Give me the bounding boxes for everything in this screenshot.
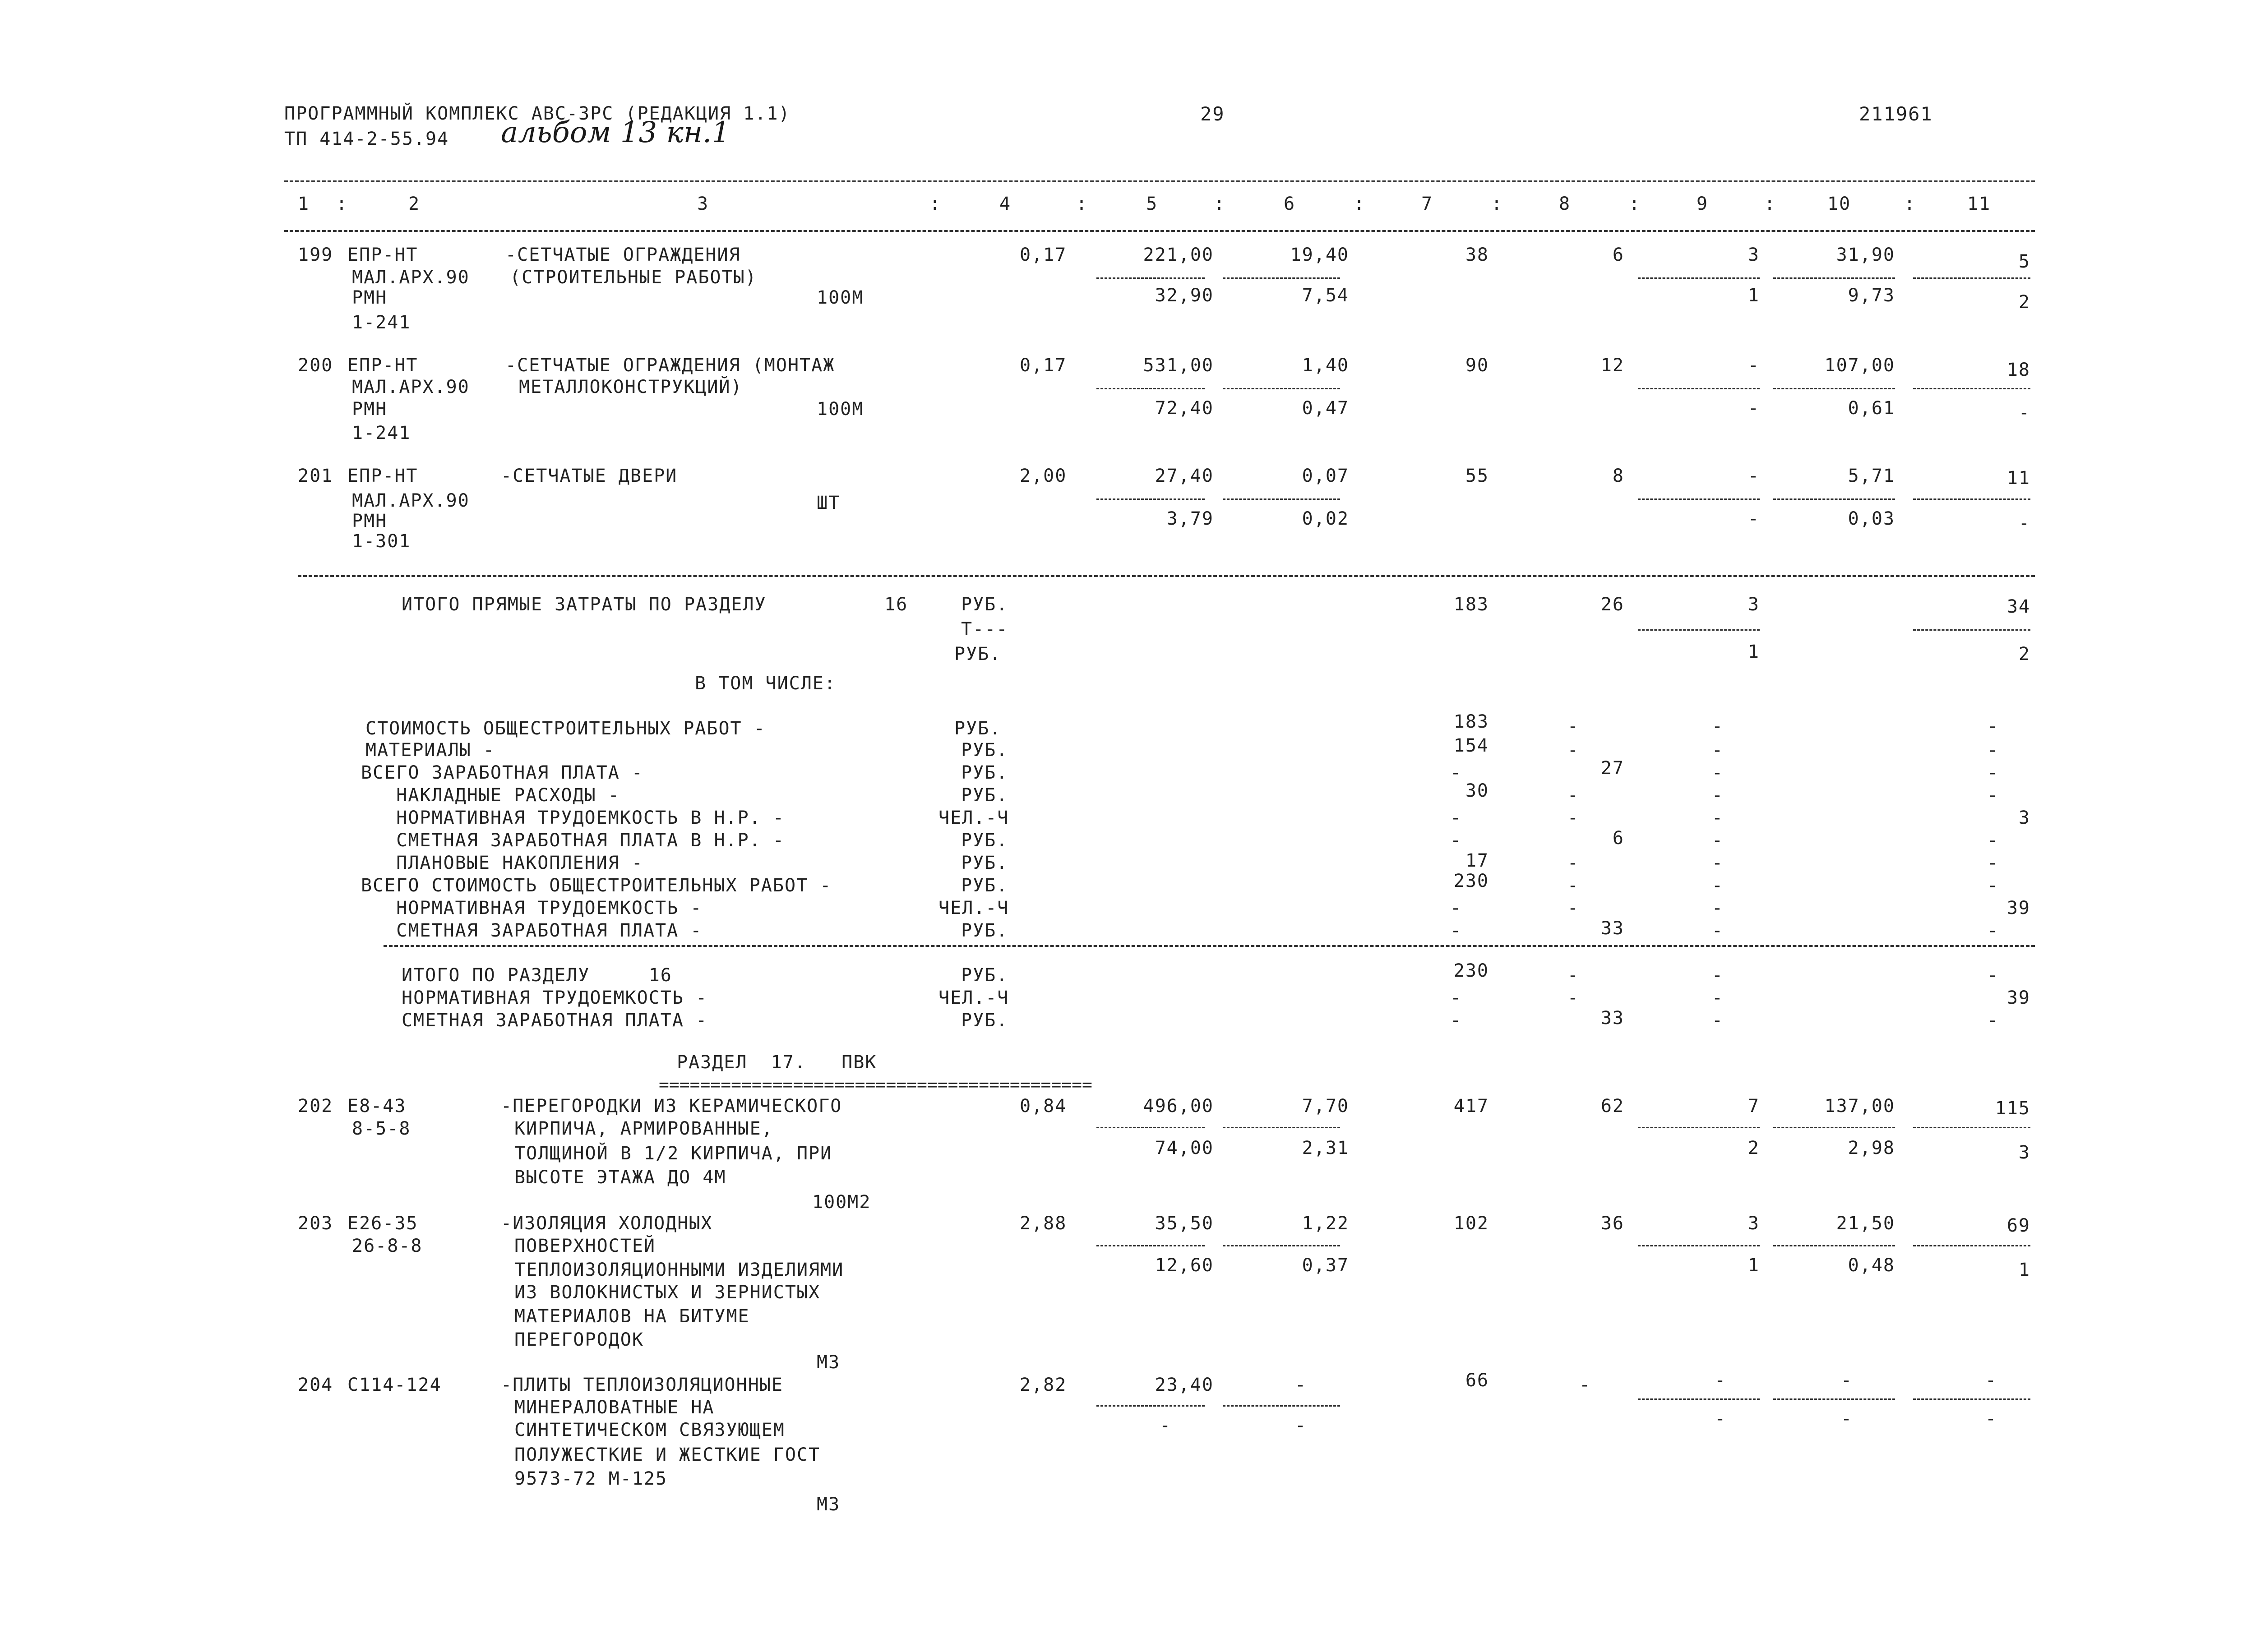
norm-code: ЕПР-НТ xyxy=(347,245,418,265)
labor-total: - xyxy=(1985,1370,1997,1391)
total-cost: 55 xyxy=(1465,466,1489,486)
section-heading: РАЗДЕЛ 17. ПВК xyxy=(677,1052,877,1073)
col-header-6: 6 xyxy=(1284,194,1296,214)
labor-norm: - xyxy=(1841,1370,1853,1391)
machine-wage: 7,54 xyxy=(1302,285,1349,306)
totals-unit: РУБ. xyxy=(961,594,1008,615)
list-item: НАКЛАДНЫЕ РАСХОДЫ - xyxy=(361,785,620,806)
col-header-9: 9 xyxy=(1697,194,1709,214)
list-item-unit: ЧЕЛ.-Ч xyxy=(938,898,1009,918)
work-description: ПОВЕРХНОСТЕЙ xyxy=(514,1236,656,1256)
quantity: 2,00 xyxy=(1020,466,1067,486)
page-number: 29 xyxy=(1200,103,1225,125)
list-item-unit: РУБ. xyxy=(961,762,1008,783)
work-description: СИНТЕТИЧЕСКОМ СВЯЗУЮЩЕМ xyxy=(514,1420,785,1440)
work-description: -ИЗОЛЯЦИЯ ХОЛОДНЫХ xyxy=(501,1213,713,1234)
list-item-unit: РУБ. xyxy=(961,965,1008,986)
totals-wage: 26 xyxy=(1600,594,1624,615)
work-description: 9573-72 М-125 xyxy=(514,1468,668,1489)
work-description: -СЕТЧАТЫЕ ОГРАЖДЕНИЯ xyxy=(505,245,741,265)
list-item: НОРМАТИВНАЯ ТРУДОЕМКОСТЬ - xyxy=(402,988,708,1008)
unit: ШТ xyxy=(817,493,841,513)
header-top-rule xyxy=(284,180,2035,182)
program-title: ПРОГРАММНЫЙ КОМПЛЕКС АВС-3РС (РЕДАКЦИЯ 1.1) xyxy=(284,103,791,124)
unit: М3 xyxy=(817,1494,841,1515)
labor-norm: 31,90 xyxy=(1836,245,1895,265)
labor-norm: 107,00 xyxy=(1824,355,1895,376)
labor-total: 18 xyxy=(2006,360,2030,380)
col-header-10: 10 xyxy=(1827,194,1851,214)
norm-code: 1-241 xyxy=(352,423,411,443)
col-header-1: 1 xyxy=(298,194,310,214)
machine-wage: 0,37 xyxy=(1302,1255,1349,1276)
unit-cost: 27,40 xyxy=(1155,466,1214,486)
unit-cost: 531,00 xyxy=(1143,355,1214,376)
machine-wage: - xyxy=(1295,1415,1307,1436)
row-number: 200 xyxy=(298,355,333,376)
project-code: ТП 414-2-55.94 xyxy=(284,129,449,149)
list-item: ПЛАНОВЫЕ НАКОПЛЕНИЯ - xyxy=(361,853,643,873)
work-description: КИРПИЧА, АРМИРОВАННЫЕ, xyxy=(514,1118,773,1139)
work-description: МАТЕРИАЛОВ НА БИТУМЕ xyxy=(514,1306,750,1327)
total-wage: 6 xyxy=(1612,245,1624,265)
list-item-unit: РУБ. xyxy=(954,718,1002,739)
total-wage: - xyxy=(1579,1375,1591,1395)
totals-label: ИТОГО ПРЯМЫЕ ЗАТРАТЫ ПО РАЗДЕЛУ xyxy=(402,594,767,615)
row-number: 202 xyxy=(298,1096,333,1117)
col-header-3: 3 xyxy=(697,194,709,214)
labor-total: 69 xyxy=(2006,1215,2030,1236)
list-item: СМЕТНАЯ ЗАРАБОТНАЯ ПЛАТА В Н.Р. - xyxy=(361,830,785,851)
work-description: ВЫСОТЕ ЭТАЖА ДО 4М xyxy=(514,1167,726,1188)
work-description: -ПЕРЕГОРОДКИ ИЗ КЕРАМИЧЕСКОГО xyxy=(501,1096,842,1117)
work-description: ТЕПЛОИЗОЛЯЦИОННЫМИ ИЗДЕЛИЯМИ xyxy=(514,1260,844,1280)
norm-code: 8-5-8 xyxy=(352,1118,411,1139)
total-machine: - xyxy=(1747,355,1760,376)
total-wage: 8 xyxy=(1612,466,1624,486)
total-cost: 417 xyxy=(1453,1096,1489,1117)
total-cost: 38 xyxy=(1465,245,1489,265)
list-item-unit: ЧЕЛ.-Ч xyxy=(938,808,1009,828)
total-wage: 36 xyxy=(1600,1213,1624,1234)
row-number: 204 xyxy=(298,1375,333,1395)
norm-code: ЕПР-НТ xyxy=(347,355,418,376)
norm-code: РМН xyxy=(352,287,388,308)
work-description: ТОЛЩИНОЙ В 1/2 КИРПИЧА, ПРИ xyxy=(514,1143,832,1164)
unit: 100М xyxy=(817,287,864,308)
totals-unit: РУБ. xyxy=(954,644,1002,664)
list-item: ИТОГО ПО РАЗДЕЛУ 16 xyxy=(402,965,672,986)
machine-wage: 0,47 xyxy=(1302,398,1349,419)
quantity: 0,17 xyxy=(1020,355,1067,376)
total-cost: 90 xyxy=(1465,355,1489,376)
col-header-2: 2 xyxy=(408,194,421,214)
work-description: МЕТАЛЛОКОНСТРУКЦИЙ) xyxy=(519,377,743,397)
unit-cost: 221,00 xyxy=(1143,245,1214,265)
list-item: СМЕТНАЯ ЗАРАБОТНАЯ ПЛАТА - xyxy=(361,920,703,941)
list-item: ВСЕГО ЗАРАБОТНАЯ ПЛАТА - xyxy=(361,762,643,783)
total-machine: - xyxy=(1747,466,1760,486)
norm-code: 1-301 xyxy=(352,531,411,552)
labor-total: 115 xyxy=(1995,1098,2030,1119)
including-heading: В ТОМ ЧИСЛЕ: xyxy=(695,673,836,694)
unit: 100М2 xyxy=(812,1192,871,1213)
unit-cost: 496,00 xyxy=(1143,1096,1214,1117)
machine-cost: 1,40 xyxy=(1302,355,1349,376)
row-number: 201 xyxy=(298,466,333,486)
header-bottom-rule xyxy=(284,230,2035,232)
unit-wage: - xyxy=(1160,1415,1172,1436)
machine-wage: 2,31 xyxy=(1302,1138,1349,1158)
col-header-7: 7 xyxy=(1421,194,1433,214)
machine-cost: 0,07 xyxy=(1302,466,1349,486)
document-number: 211961 xyxy=(1859,103,1933,125)
norm-code: МАЛ.АРХ.90 xyxy=(352,267,470,288)
list-item: СМЕТНАЯ ЗАРАБОТНАЯ ПЛАТА - xyxy=(402,1010,708,1031)
list-item: СТОИМОСТЬ ОБЩЕСТРОИТЕЛЬНЫХ РАБОТ - xyxy=(365,718,766,739)
labor-norm: 21,50 xyxy=(1836,1213,1895,1234)
total-wage: 12 xyxy=(1600,355,1624,376)
unit: 100М xyxy=(817,399,864,420)
norm-code: РМН xyxy=(352,511,388,531)
work-description: ПЕРЕГОРОДОК xyxy=(514,1329,644,1350)
quantity: 0,84 xyxy=(1020,1096,1067,1117)
list-item-unit: ЧЕЛ.-Ч xyxy=(938,988,1009,1008)
norm-code: Е8-43 xyxy=(347,1096,407,1117)
norm-code: Е26-35 xyxy=(347,1213,418,1234)
machine-wage: 0,02 xyxy=(1302,508,1349,529)
list-item: НОРМАТИВНАЯ ТРУДОЕМКОСТЬ В Н.Р. - xyxy=(361,808,785,828)
row-number: 199 xyxy=(298,245,333,265)
list-item: МАТЕРИАЛЫ - xyxy=(365,740,495,761)
total-wage: 62 xyxy=(1600,1096,1624,1117)
total-cost: 66 xyxy=(1465,1370,1489,1391)
work-description: МИНЕРАЛОВАТНЫЕ НА xyxy=(514,1397,715,1418)
total-cost: 102 xyxy=(1453,1213,1489,1234)
unit-wage: 3,79 xyxy=(1166,508,1214,529)
quantity: 2,82 xyxy=(1020,1375,1067,1395)
totals-cost: 183 xyxy=(1453,594,1489,615)
work-description: -ПЛИТЫ ТЕПЛОИЗОЛЯЦИОННЫЕ xyxy=(501,1375,783,1395)
norm-code: МАЛ.АРХ.90 xyxy=(352,377,470,397)
totals-section: 16 xyxy=(884,594,908,615)
work-description: ИЗ ВОЛОКНИСТЫХ И ЗЕРНИСТЫХ xyxy=(514,1282,821,1303)
machine-cost: 7,70 xyxy=(1302,1096,1349,1117)
unit-wage: 12,60 xyxy=(1155,1255,1214,1276)
list-item-unit: РУБ. xyxy=(961,875,1008,896)
col-header-8: 8 xyxy=(1559,194,1571,214)
total-machine: 7 xyxy=(1747,1096,1760,1117)
labor-total: 5 xyxy=(2018,251,2030,272)
list-item-unit: РУБ. xyxy=(961,853,1008,873)
total-machine: - xyxy=(1715,1370,1727,1391)
unit-cost: 35,50 xyxy=(1155,1213,1214,1234)
machine-cost: 19,40 xyxy=(1290,245,1349,265)
machine-cost: 1,22 xyxy=(1302,1213,1349,1234)
quantity: 2,88 xyxy=(1020,1213,1067,1234)
unit-wage: 72,40 xyxy=(1155,398,1214,419)
document-page: ПРОГРАММНЫЙ КОМПЛЕКС АВС-3РС (РЕДАКЦИЯ 1.1) ТП 414-2-55.94 альбом 13 кн.1 29 211961 1 2 3 4 5 6 7 8 9 10 11 : : : : : : : : : 199 ЕПР-НТ МАЛ.АРХ.90 РМН 1-241 -СЕТЧАТЫЕ ОГРАЖДЕНИЯ (СТРОИТЕЛЬНЫЕ РАБОТЫ) 100М 0,17 221,00 32,90 19,40 7,54 38 6 3 1 31,90 9,73 5 2 200 ЕПР-НТ МАЛ.АРХ.90 РМН 1-241 -СЕТЧАТЫЕ ОГРАЖДЕНИЯ (МОНТАЖ МЕТАЛЛОКОНСТРУКЦИЙ) 100М 0,17 531,00 72,40 1,40 0,47 90 12 - - 107,00 0,61 18 - 201 ЕПР-НТ МАЛ.АРХ.90 РМН 1-301 -СЕТЧАТЫЕ ДВЕРИ ШТ 2,00 27,40 3,79 0,07 0,02 55 8 - - 5,71 0,03 11 - ИТОГО ПРЯМЫЕ ЗАТРАТЫ ПО РАЗДЕЛУ 16 РУБ. Т--- РУБ. 183 26 3 1 34 2 В ТОМ ЧИСЛЕ: СТОИМОСТЬ ОБЩЕСТРОИТЕЛЬНЫХ РАБОТ - РУБ. 183 - - - МАТЕРИАЛЫ - РУБ. 154 - - - ВСЕГО ЗАРАБОТНАЯ ПЛАТА - РУБ. - 27 - - НАКЛАДНЫЕ РАСХОДЫ - РУБ. 30 - - - НОРМАТИВНАЯ ТРУДОЕМКОСТЬ В Н.Р. - ЧЕЛ.-Ч - - - 3 СМЕТНАЯ ЗАРАБОТНАЯ ПЛАТА В Н.Р. - РУБ. - 6 - - ПЛАНОВЫЕ НАКОПЛЕНИЯ - РУБ. 17 - - - ВСЕГО СТОИМОСТЬ ОБЩЕСТРОИТЕЛЬНЫХ РАБОТ - РУБ. 230 - - - НОРМАТИВНАЯ ТРУДОЕМКОСТЬ - ЧЕЛ.-Ч - - - 39 СМЕТНАЯ ЗАРАБОТНАЯ ПЛАТА - РУБ. - 33 - - ИТОГО ПО РАЗДЕЛУ 16 РУБ. 230 - - - НОРМАТИВНАЯ ТРУДОЕМКОСТЬ - ЧЕЛ.-Ч - - - 39 СМЕТНАЯ ЗАРАБОТНАЯ ПЛАТА - РУБ. - 33 - - РАЗДЕЛ 17. ПВК ========================================== 202 Е8-43 8-5-8 -ПЕРЕГОРОДКИ ИЗ КЕРАМИЧЕСКОГО КИРПИЧА, АРМИРОВАННЫЕ, ТОЛЩИНОЙ В 1/2 КИРПИЧА, ПРИ ВЫСОТЕ ЭТАЖА ДО 4М 100М2 0,84 496,00 74,00 7,70 2,31 417 62 7 2 137,00 2,98 115 3 203 Е26-35 26-8-8 -ИЗОЛЯЦИЯ ХОЛОДНЫХ ПОВЕРХНОСТЕЙ ТЕПЛОИЗОЛЯЦИОННЫМИ ИЗДЕЛИЯМИ ИЗ ВОЛОКНИСТЫХ И ЗЕРНИСТЫХ МАТЕРИАЛОВ НА БИТУМЕ ПЕРЕГОРОДОК М3 2,88 35,50 12,60 1,22 0,37 102 36 3 1 21,50 0,48 69 1 204 С114-124 -ПЛИТЫ ТЕПЛОИЗОЛЯЦИОННЫЕ МИНЕРАЛОВАТНЫЕ НА СИНТЕТИЧЕСКОМ СВЯЗУЮЩЕМ ПОЛУЖЕСТКИЕ И ЖЕСТКИЕ ГОСТ 9573-72 М-125 М3 2,82 23,40 - - - 66 - - - - - - - xyxy=(0,0,2256,1652)
section-heading-underline: ========================================== xyxy=(659,1075,1092,1094)
norm-code: РМН xyxy=(352,399,388,420)
work-description: -СЕТЧАТЫЕ ОГРАЖДЕНИЯ (МОНТАЖ xyxy=(505,355,835,376)
labor-norm: 137,00 xyxy=(1824,1096,1895,1117)
row-number: 203 xyxy=(298,1213,333,1234)
norm-code: С114-124 xyxy=(347,1375,442,1395)
quantity: 0,17 xyxy=(1020,245,1067,265)
unit-cost: 23,40 xyxy=(1155,1375,1214,1395)
list-item-unit: РУБ. xyxy=(961,785,1008,806)
machine-cost: - xyxy=(1295,1375,1307,1395)
list-item: ВСЕГО СТОИМОСТЬ ОБЩЕСТРОИТЕЛЬНЫХ РАБОТ - xyxy=(361,875,832,896)
list-item-unit: РУБ. xyxy=(961,830,1008,851)
unit: М3 xyxy=(817,1352,841,1373)
list-item-unit: РУБ. xyxy=(961,740,1008,761)
norm-code: 1-241 xyxy=(352,312,411,333)
total-machine: 3 xyxy=(1747,1213,1760,1234)
handwritten-note: альбом 13 кн.1 xyxy=(501,116,730,149)
norm-code: 26-8-8 xyxy=(352,1236,423,1256)
unit-wage: 74,00 xyxy=(1155,1138,1214,1158)
list-item: НОРМАТИВНАЯ ТРУДОЕМКОСТЬ - xyxy=(361,898,703,918)
breakdown-rule xyxy=(384,945,2035,947)
work-description: ПОЛУЖЕСТКИЕ И ЖЕСТКИЕ ГОСТ xyxy=(514,1444,821,1465)
col-header-4: 4 xyxy=(999,194,1012,214)
labor-total: 11 xyxy=(2006,468,2030,489)
section-rule xyxy=(298,575,2035,577)
col-header-11: 11 xyxy=(1967,194,1991,214)
labor-norm: 5,71 xyxy=(1848,466,1895,486)
work-description: (СТРОИТЕЛЬНЫЕ РАБОТЫ) xyxy=(510,267,757,288)
norm-code: ЕПР-НТ xyxy=(347,466,418,486)
norm-code: МАЛ.АРХ.90 xyxy=(352,490,470,511)
total-machine: 3 xyxy=(1747,245,1760,265)
col-header-5: 5 xyxy=(1146,194,1158,214)
unit-wage: 32,90 xyxy=(1155,285,1214,306)
totals-unit: Т--- xyxy=(961,619,1008,640)
list-item-unit: РУБ. xyxy=(961,1010,1008,1031)
work-description: -СЕТЧАТЫЕ ДВЕРИ xyxy=(501,466,678,486)
list-item-unit: РУБ. xyxy=(961,920,1008,941)
